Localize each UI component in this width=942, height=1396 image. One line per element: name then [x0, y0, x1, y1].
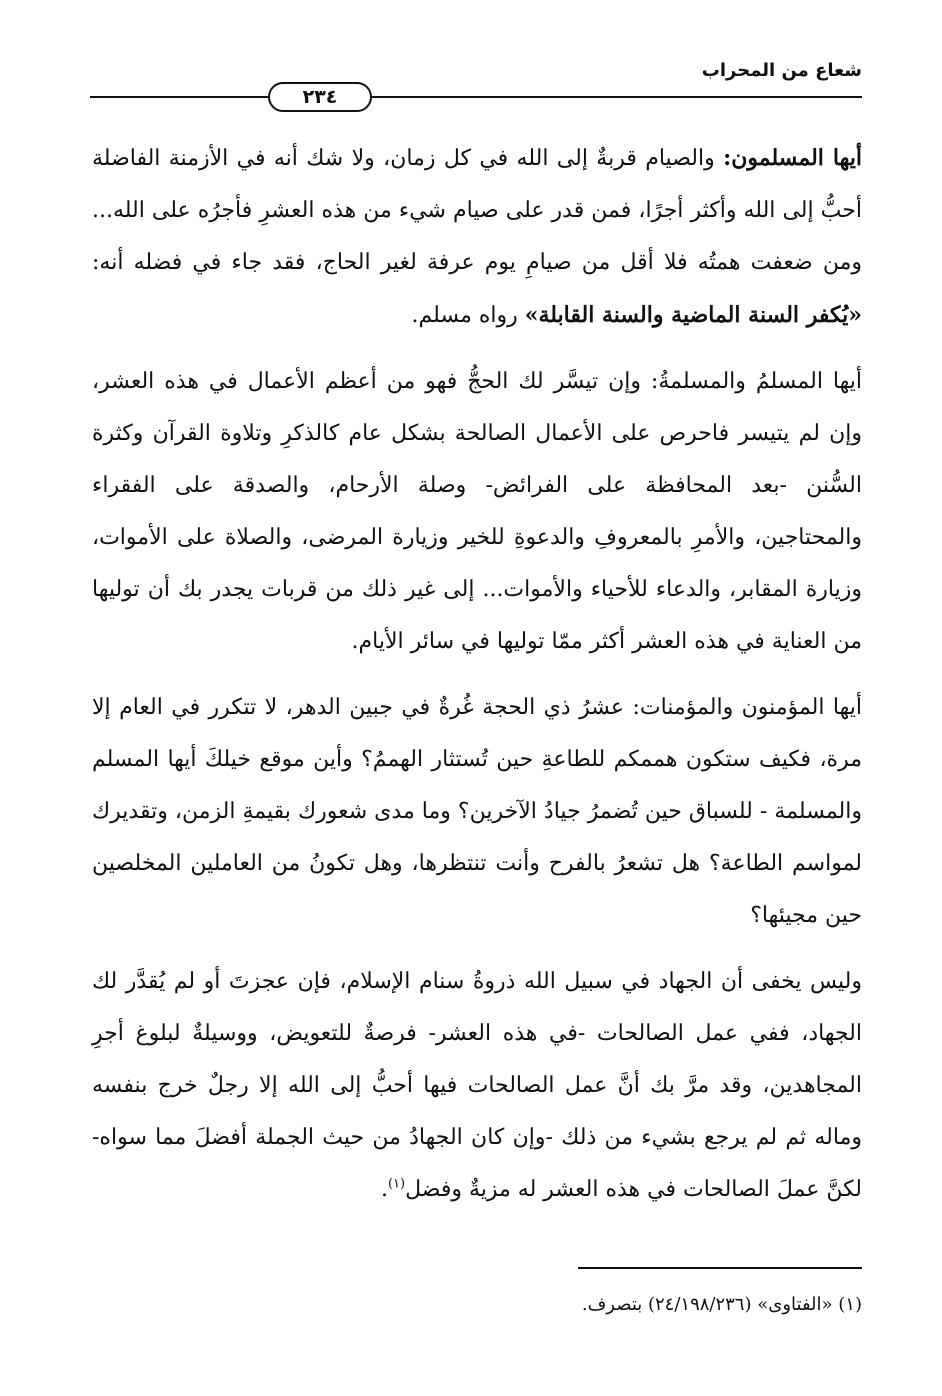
page-header — [90, 58, 862, 110]
paragraph-4-text: وليس يخفى أن الجهاد في سبيل الله ذروةُ سنام الإسلام، فإن عجزتَ أو لم يُقدَّر لك الجهاد، ففي عمل الصالحات -في هذه العشر- فرصةٌ للتعويض، ووسيلةٌ لبلوغ أجرِ المجاهدين، وقد مرَّ بك أنَّ عمل الصالحات فيها أحبُّ إلى الله إلا رجلٌ خرج بنفسه وماله ثم لم يرجع بشيء من ذلك -وإن كان الجهادُ من حيث الجملة أفضلَ مما سواه- لكنَّ عملَ الصالحات في هذه العشر له مزيةٌ وفضل — [92, 969, 862, 1202]
footnote-rule — [578, 1267, 862, 1269]
paragraph-4-end: . — [380, 1177, 388, 1202]
paragraph-1 — [92, 132, 862, 342]
paragraph-1-text-b: رواه مسلم. — [411, 303, 525, 328]
running-title: شعاع من المحراب — [701, 60, 862, 81]
body-text — [92, 132, 862, 1230]
speaker-label: أيها المسلمون: — [723, 145, 862, 171]
paragraph-2: أيها المسلمُ والمسلمةُ: وإن تيسَّر لك الحجُّ فهو من أعظم الأعمال في هذه العشر، وإن لم يتيسر فاحرص على الأعمال الصالحة بشكل عام كالذكرِ وتلاوة القرآن وكثرة السُّنن -بعد المحافظة على الفرائض- وصلة الأرحام، والصدقة على الفقراء والمحتاجين، والأمرِ بالمعروفِ والدعوةِ للخير وزيارة المرضى، والصلاة على الأموات، وزيارة المقابر، والدعاء للأحياء والأموات... إلى غير ذلك من قربات يجدر بك أن توليها من العناية في هذه العشر أكثر ممّا توليها في سائر الأيام. — [92, 369, 862, 654]
header-rule — [90, 96, 862, 98]
page-number: ٢٣٤ — [268, 82, 372, 112]
paragraph-1-text-a: والصيام قربةٌ إلى الله في كل زمان، ولا شك أنه في الأزمنة الفاضلة أحبُّ إلى الله وأكثر أجرًا، فمن قدر على صيام شيء من هذه العشرِ فأجرُه على الله... ومن ضعفت همتُه فلا أقل من صيامِ يوم عرفة لغير الحاج، فقد جاء في فضله أنه: — [92, 146, 862, 275]
footnote: (١) «الفتاوى» (٢٤/١٩٨/٢٣٦) بتصرف. — [581, 1294, 862, 1315]
paragraph-4 — [92, 956, 862, 1216]
footnote-ref: (١) — [387, 1176, 406, 1192]
hadith-quote: «يُكفر السنة الماضية والسنة القابلة» — [524, 302, 862, 328]
paragraph-3: أيها المؤمنون والمؤمنات: عشرُ ذي الحجة غُرةٌ في جبين الدهر، لا تتكرر في العام إلا مرة، فكيف ستكون هممكم للطاعةِ حين تُستثار الهممُ؟ وأين موقع خيلكَ أيها المسلم والمسلمة - للسباق حين تُضمرُ جيادُ الآخرين؟ وما مدى شعورك بقيمةِ الزمن، وتقديرك لمواسم الطاعة؟ هل تشعرُ بالفرح وأنت تنتظرها، وهل تكونُ من العاملين المخلصين حين مجيئها؟ — [92, 695, 862, 928]
